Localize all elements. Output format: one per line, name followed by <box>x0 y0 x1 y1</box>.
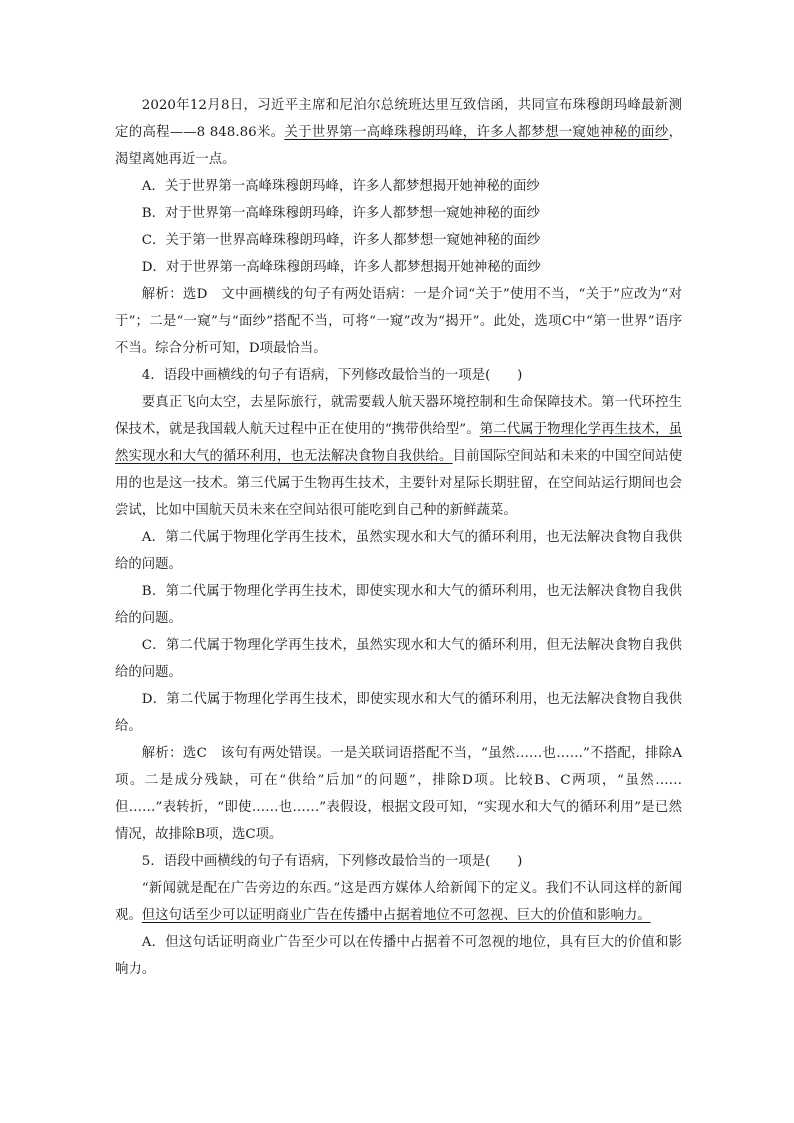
q5-option-a: A．但这句话证明商业广告至少可以在传播中占据着不可忽视的地位，具有巨大的价值和影响力。 <box>115 935 682 977</box>
q4-underlined-sentence: 第二代属于物理化学再生技术，虽然实现水和大气的循环利用，也无法解决食物自我供给。 <box>115 422 682 464</box>
q4-option-a: A．第二代属于物理化学再生技术，虽然实现水和大气的循环利用，也无法解决食物自我供给的问题。 <box>115 530 682 572</box>
q3-option-a: A．关于世界第一高峰珠穆朗玛峰，许多人都梦想揭开她神秘的面纱 <box>141 179 540 194</box>
q3-option-d: D．对于世界第一高峰珠穆朗玛峰，许多人都梦想揭开她神秘的面纱 <box>141 260 541 275</box>
q4-analysis: 解析：选C 该句有两处错误。一是关联词语搭配不当，“虽然……也……”不搭配，排除A项。二是成分残缺，可在“供给”后加“的问题”，排除D项。比较B、C两项，“虽然……但……”表转折，“即使……也……”表假设，根据文段可知，“实现水和大气的循环利用”是已然情况，故排除B项，选C项。 <box>115 746 682 842</box>
q3-analysis: 解析：选D 文中画横线的句子有两处语病：一是介词“关于”使用不当，“关于”应改为“对于”；二是“一窥”与“面纱”搭配不当，可将“一窥”改为“揭开”。此处，选项C中“第一世界”语序不当。综合分析可知，D项最恰当。 <box>115 287 682 356</box>
q5-passage <box>115 875 682 929</box>
q4-passage-tail: 目前国际空间站和未来的中国空间站使用的也是这一技术。第三代属于生物再生技术，主要针对星际长期驻留，在空间站运行期间也会尝试，比如中国航天员未来在空间站很可能吃到自己种的新鲜蔬菜。 <box>115 449 683 518</box>
q5-passage-text: “新闻就是配在广告旁边的东西。”这是西方媒体人给新闻下的定义。我们不认同这样的新闻观。 <box>115 881 682 923</box>
q5-question: 5．语段中画横线的句子有语病，下列修改最恰当的一项是( ) <box>141 854 523 869</box>
q4-option-c: C．第二代属于物理化学再生技术，虽然实现水和大气的循环利用，但无法解决食物自我供给的问题。 <box>115 638 682 680</box>
q4-question: 4．语段中画横线的句子有语病，下列修改最恰当的一项是( ) <box>141 368 523 383</box>
q3-underlined-sentence: 关于世界第一高峰珠穆朗玛峰，许多人都梦想一窥她神秘的面纱 <box>284 125 669 140</box>
q4-option-d: D．第二代属于物理化学再生技术，即使实现水和大气的循环利用，也无法解决食物自我供给。 <box>115 692 682 734</box>
q4-passage-text: 要真正飞向太空，去星际旅行，就需要载人航天器环境控制和生命保障技术。第一代环控生保技术，就是我国载人航天过程中正在使用的“携带供给型”。 <box>115 395 682 437</box>
q5-underlined-sentence: 但这句话至少可以证明商业广告在传播中占据着地位不可忽视、巨大的价值和影响力。 <box>141 908 651 923</box>
q3-passage-tail: ，渴望离她再近一点。 <box>115 125 682 167</box>
q4-option-b: B．第二代属于物理化学再生技术，即使实现水和大气的循环利用，也无法解决食物自我供给的问题。 <box>115 584 682 626</box>
q3-option-b: B．对于世界第一高峰珠穆朗玛峰，许多人都梦想一窥她神秘的面纱 <box>141 206 540 221</box>
q3-passage <box>115 92 682 173</box>
document-page <box>115 92 682 983</box>
q4-passage <box>115 389 682 524</box>
q3-passage-text: 2020年12月8日，习近平主席和尼泊尔总统班达里互致信函，共同宣布珠穆朗玛峰最新测定的高程——8 848.86米。 <box>115 98 682 140</box>
q3-option-c: C．关于第一世界高峰珠穆朗玛峰，许多人都梦想一窥她神秘的面纱 <box>141 233 541 248</box>
